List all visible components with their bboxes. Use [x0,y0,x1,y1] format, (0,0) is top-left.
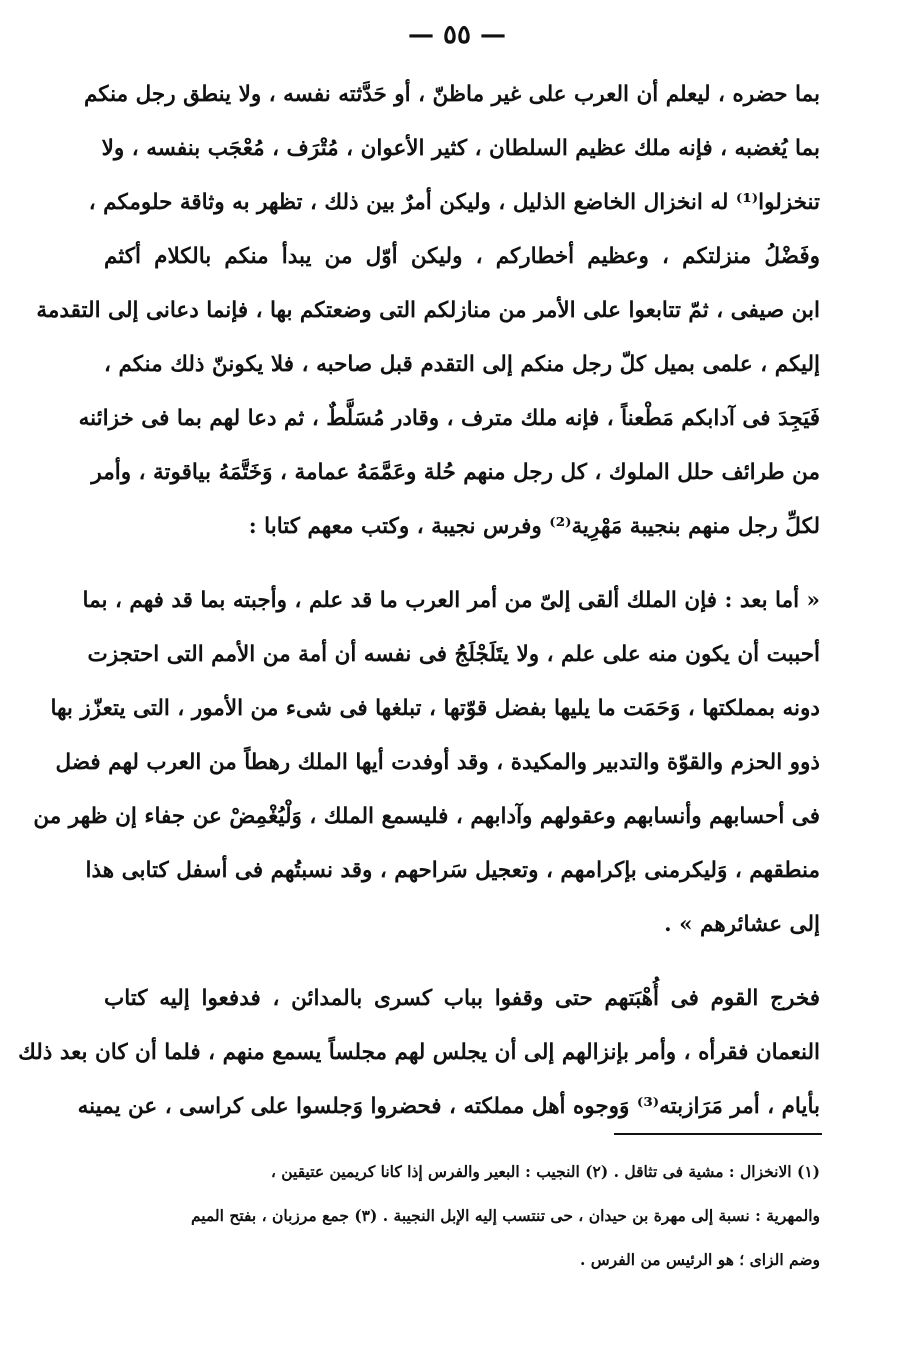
text-line: من طرائف حلل الملوك ، كل رجل منهم حُلة وعَمَّمَهُ عمامة ، وَخَتَّمَهُ بياقوتة ، وأمر [91,460,820,485]
footnote-line: وضم الزاى ؛ هو الرئيس من الفرس . [579,1250,820,1269]
text-line: بما يُغضبه ، فإنه ملك عظيم السلطان ، كثير الأعوان ، مُتْرَف ، مُعْجَب بنفسه ، ولا [101,136,820,161]
text-line: فخرج القوم فى أُهْبَتهم حتى وقفوا بباب كسرى بالمدائن ، فدفعوا إليه كتاب [104,986,820,1011]
text-line: بما حضره ، ليعلم أن العرب على غير ماظنّ ، أو حَدَّثته نفسه ، ولا ينطق رجل منكم [83,82,820,107]
footnote-divider [614,1133,822,1135]
text-line: فَيَجِدَ فى آدابكم مَطْعناً ، فإنه ملك مترف ، وقادر مُسَلَّطٌ ، ثم دعا لهم بما فى خزائنه [78,406,820,431]
footnote-line: (١) الانخزال : مشية فى تثاقل . (٢) النجيب : البعير والفرس إذا كانا كريمين عتيقين ، [270,1162,820,1181]
paragraph-2-letter [33,574,820,952]
text-line: ابن صيفى ، ثمّ تتابعوا على الأمر من منازلكم التى وضعتكم بها ، فإنما دعانى إلى التقدمة [36,298,820,323]
text-line: وفَضْلُ منزلتكم ، وعظيم أخطاركم ، وليكن أوّل من يبدأ منكم بالكلام أكثم [104,244,820,269]
paragraph-spacer [104,952,820,972]
text-line: ذوو الحزم والقوّة والتدبير والمكيدة ، وقد أوفدت أيها الملك رهطاً من العرب لهم فضل [55,750,820,775]
body-text [18,68,820,1134]
text-line: دونه بمملكتها ، وَحَمَت ما يليها بفضل قوّتها ، تبلغها فى شىء من الأمور ، التى يتعزّز بها [50,696,820,721]
paragraph-spacer [104,554,820,574]
text-line: فى أحسابهم وأنسابهم وعقولهم وآدابهم ، فليسمع الملك ، وَلْيُغْمِضْ عن جفاء إن ظهر من [33,804,820,829]
text-line: تنخزلوا⁽¹⁾ له انخزال الخاضع الذليل ، وليكن أمرٌ بين ذلك ، تظهر به وثاقة حلومكم ، [88,190,820,215]
text-line: بأيام ، أمر مَرَازبته⁽³⁾ وَوجوه أهل مملكته ، فحضروا وَجلسوا على كراسى ، عن يمينه [77,1094,820,1119]
page-number: — ٥٥ — [407,20,507,50]
footnote-line: والمهرية : نسبة إلى مهرة بن حيدان ، حى تنتسب إليه الإبل النجيبة . (٣) جمع مرزبان ، بفتح الميم [190,1206,820,1225]
paragraph-1 [36,68,820,554]
text-line: لكلِّ رجل منهم بنجيبة مَهْرِية⁽²⁾ وفرس نجيبة ، وكتب معهم كتابا : [248,514,820,539]
text-line: إليكم ، علمى بميل كلّ رجل منكم إلى التقدم قبل صاحبه ، فلا يكوننّ ذلك منكم ، [104,352,820,377]
text-line: أحببت أن يكون منه على علم ، ولا يتَلَجْلَجُ فى نفسه أن أمة من الأمم التى احتجزت [87,642,820,667]
paragraph-3 [18,972,820,1134]
text-line: « أما بعد : فإن الملك ألقى إلىّ من أمر العرب ما قد علم ، وأجبته بما قد فهم ، بما [82,588,820,613]
text-line: إلى عشائرهم » . [664,912,820,937]
text-line: منطقهم ، وَليكرمنى بإكرامهم ، وتعجيل سَراحهم ، وقد نسبتُهم فى أسفل كتابى هذا [85,858,820,883]
footnotes [104,1150,820,1282]
text-line: النعمان فقرأه ، وأمر بإنزالهم إلى أن يجلس لهم مجلساً يسمع منهم ، فلما أن كان بعد ذلك [18,1040,820,1065]
